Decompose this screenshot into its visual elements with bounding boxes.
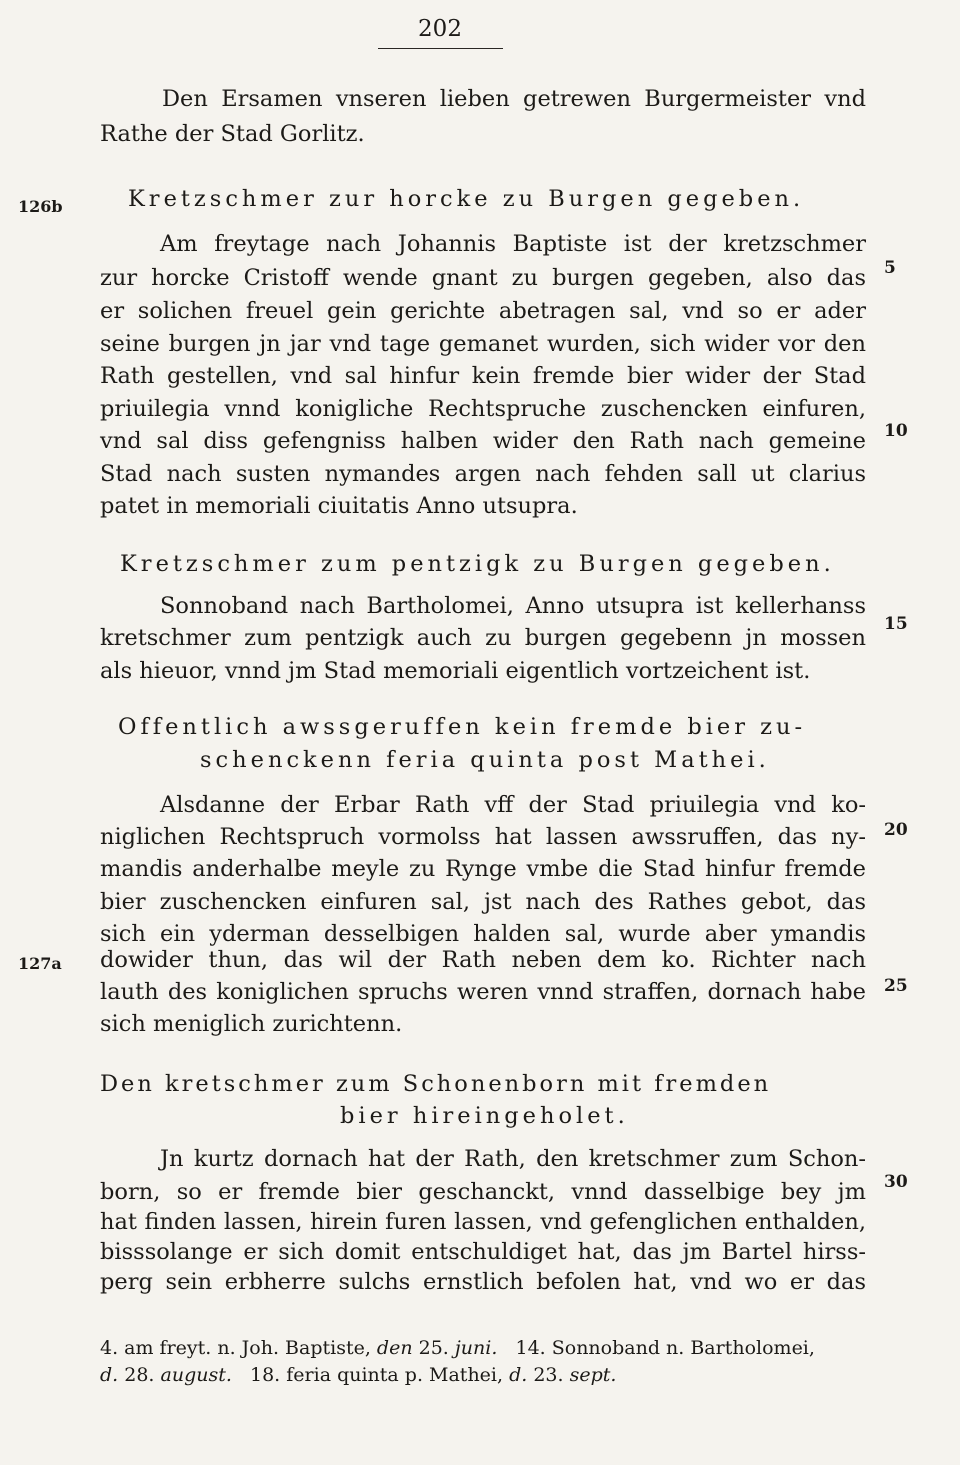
text-line: er solichen freuel gein gerichte abetragen sal, vnd so er ader (100, 298, 866, 324)
footnote-text: 14. Sonnoband n. Bartholomei, (497, 1337, 815, 1359)
section-heading-awssgeruffen-2: schenckenn feria quinta post Mathei. (200, 747, 770, 773)
line-number-5: 5 (884, 258, 896, 278)
text-line: Sonnoband nach Bartholomei, Anno utsupra ist kellerhanss (160, 593, 866, 619)
margin-note-127a: 127a (18, 954, 62, 973)
page-number: 202 (418, 16, 462, 42)
section-heading-awssgeruffen-1: Offentlich awssgeruffen kein fremde bier zu- (118, 714, 807, 740)
text-line: dowider thun, das wil der Rath neben dem ko. Richter nach (100, 947, 866, 973)
line-number-10: 10 (884, 421, 908, 441)
footnote-text: 23. (527, 1364, 570, 1386)
text-line: Alsdanne der Erbar Rath vff der Stad priuilegia vnd ko- (160, 792, 866, 818)
text-line: Rath gestellen, vnd sal hinfur kein fremde bier wider der Stad (100, 363, 866, 389)
address-line-2: Rathe der Stad Gorlitz. (100, 121, 365, 147)
section-heading-schonenborn-1: Den kretschmer zum Schonenborn mit fremden (100, 1071, 772, 1097)
footnote-italic: juni. (454, 1337, 498, 1359)
line-number-30: 30 (884, 1172, 908, 1192)
text-line: bisssolange er sich domit entschuldiget hat, das jm Bartel hirss- (100, 1239, 866, 1265)
text-line: niglichen Rechtspruch vormolss hat lassen awssruffen, das ny- (100, 824, 866, 850)
text-line: priuilegia vnnd konigliche Rechtspruche zuschencken einfuren, (100, 396, 866, 422)
text-line: seine burgen jn jar vnd tage gemanet wurden, sich wider vor den (100, 331, 866, 357)
footnote-line-2 (100, 1362, 870, 1388)
text-line: kretschmer zum pentzigk auch zu burgen gegebenn jn mossen (100, 625, 866, 651)
text-line: vnd sal diss gefengniss halben wider den Rath nach gemeine (100, 428, 866, 454)
footnote-italic: den (376, 1337, 413, 1359)
address-line-1: Den Ersamen vnseren lieben getrewen Burgermeister vnd (162, 86, 866, 112)
text-line: bier zuschencken einfuren sal, jst nach des Rathes gebot, das (100, 889, 866, 915)
section-heading-schonenborn-2: bier hireingeholet. (340, 1103, 629, 1129)
text-line: sich ein yderman desselbigen halden sal, wurde aber ymandis (100, 921, 866, 947)
line-number-25: 25 (884, 976, 908, 996)
text-line: lauth des koniglichen spruchs weren vnnd straffen, dornach habe (100, 979, 866, 1005)
section-heading-pentzigk: Kretzschmer zum pentzigk zu Burgen gegeben. (120, 551, 835, 577)
text-line: Am freytage nach Johannis Baptiste ist der kretzschmer (160, 231, 866, 257)
footnote-text: 25. (412, 1337, 455, 1359)
text-line: perg sein erbherre sulchs ernstlich befolen hat, vnd wo er das (100, 1269, 866, 1295)
footnote-text: 18. feria quinta p. Mathei, (231, 1364, 510, 1386)
line-number-20: 20 (884, 820, 908, 840)
section-heading-horcke: Kretzschmer zur horcke zu Burgen gegeben. (128, 186, 805, 212)
footnote-italic: sept. (569, 1364, 617, 1386)
text-line: mandis anderhalbe meyle zu Rynge vmbe die Stad hinfur fremde (100, 856, 866, 882)
text-line: patet in memoriali ciuitatis Anno utsupra. (100, 493, 578, 519)
header-rule (378, 48, 503, 49)
text-line: als hieuor, vnnd jm Stad memoriali eigentlich vortzeichent ist. (100, 658, 811, 684)
text-line: Jn kurtz dornach hat der Rath, den kretschmer zum Schon- (160, 1146, 866, 1172)
footnote-line-1 (100, 1335, 870, 1361)
footnote-italic: d. (100, 1364, 119, 1386)
text-line: hat finden lassen, hirein furen lassen, vnd gefenglichen enthalden, (100, 1209, 866, 1235)
text-line: Stad nach susten nymandes argen nach fehden sall ut clarius (100, 461, 866, 487)
text-line: sich meniglich zurichtenn. (100, 1011, 403, 1037)
footnote-italic: august. (160, 1364, 232, 1386)
footnote-text: 28. (118, 1364, 161, 1386)
text-line: born, so er fremde bier geschanckt, vnnd dasselbige bey jm (100, 1179, 866, 1205)
footnote-text: 4. am freyt. n. Joh. Baptiste, (100, 1337, 377, 1359)
line-number-15: 15 (884, 614, 908, 634)
text-line: zur horcke Cristoff wende gnant zu burgen gegeben, also das (100, 265, 866, 291)
margin-note-126b: 126b (18, 197, 63, 216)
footnote-italic: d. (509, 1364, 528, 1386)
